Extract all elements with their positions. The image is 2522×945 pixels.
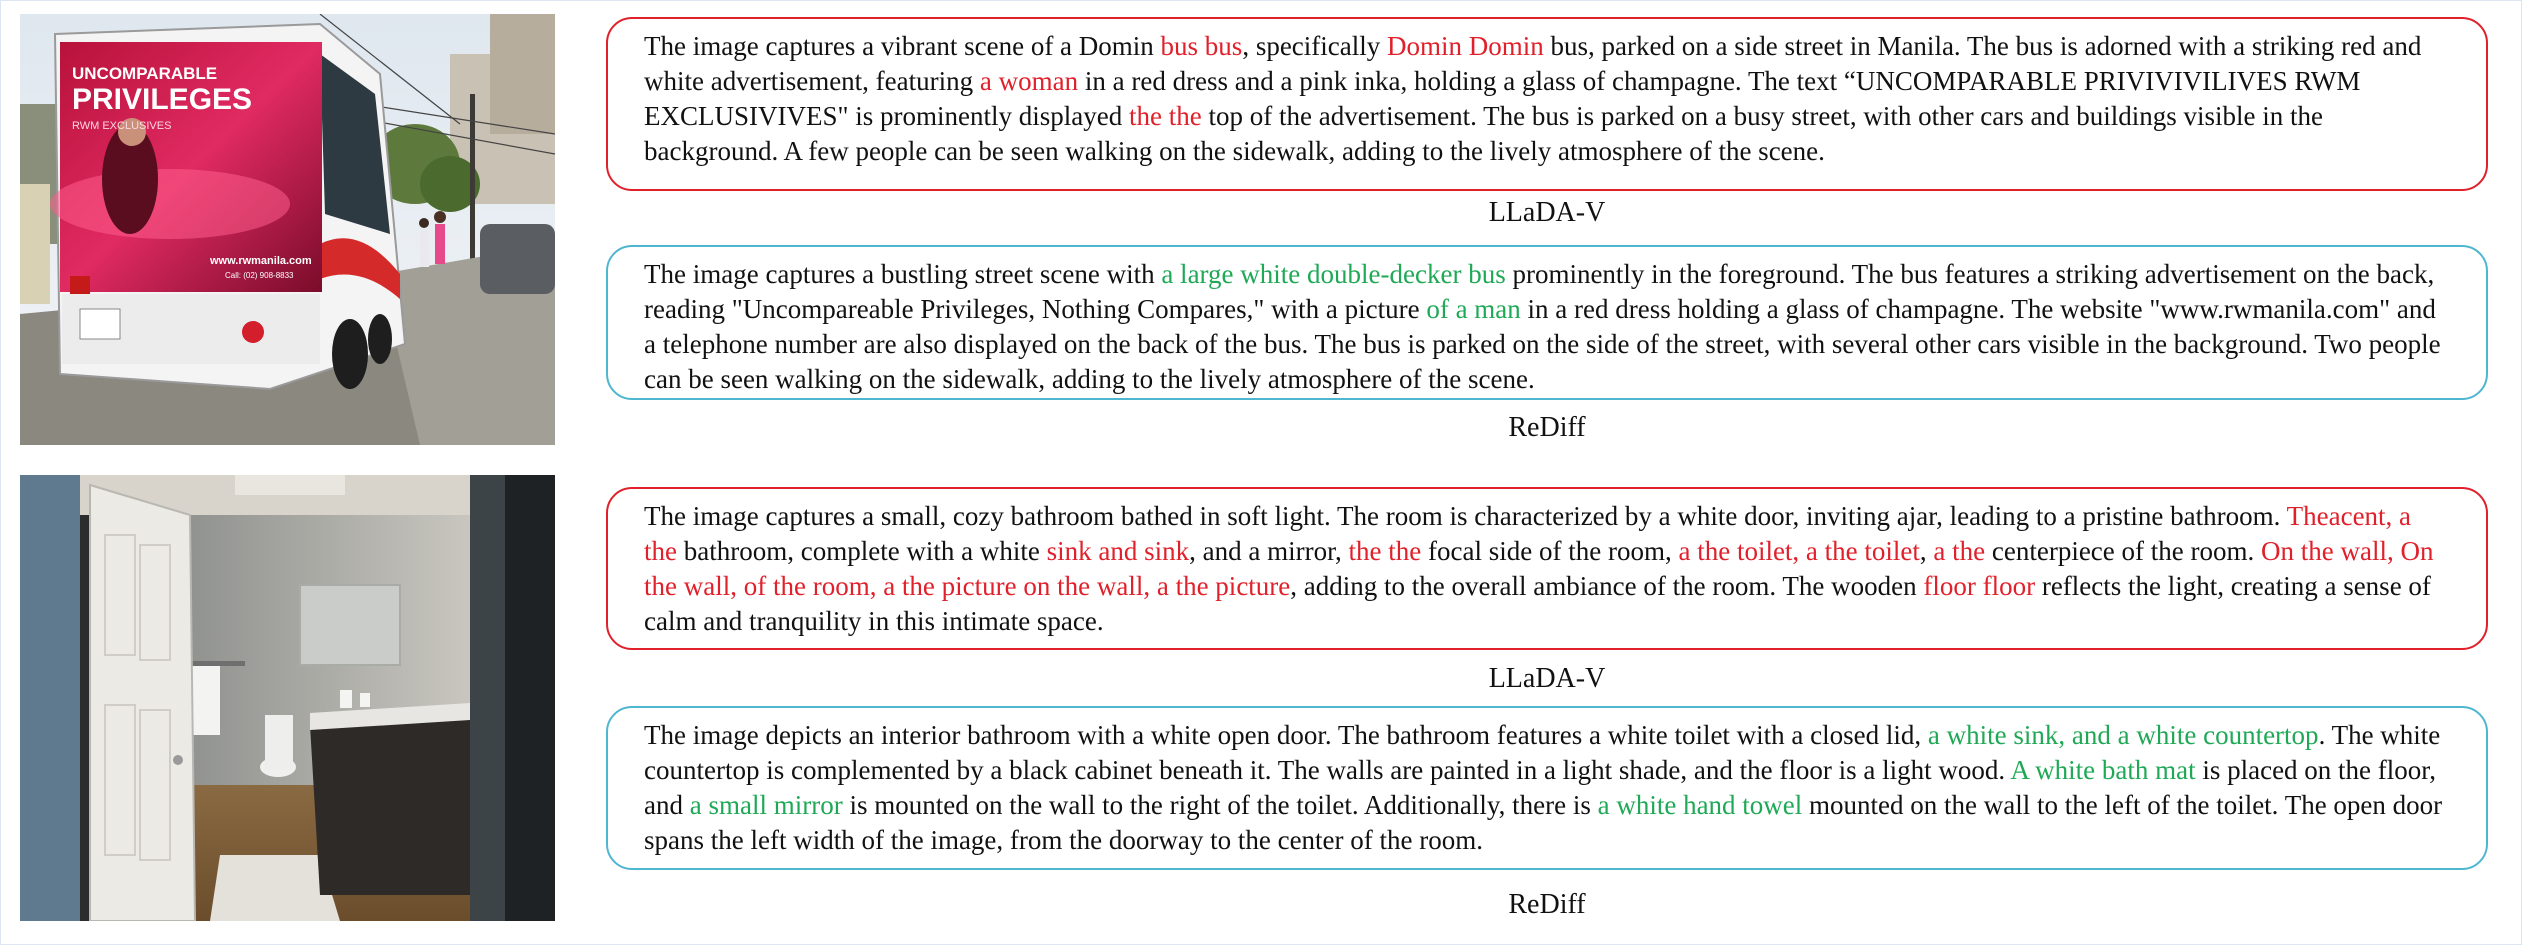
caption-text: The image captures a small, cozy bathroom bathed in soft light. The room is characterized by a white door, inviting ajar, leading to a pristine bathroom. bbox=[644, 501, 2287, 531]
bathroom-photo bbox=[20, 475, 555, 921]
caption-text: bus, parked on a side street in Manila. The bus is adorned with a striking red and white advertisement, featuring bbox=[644, 31, 2422, 96]
caption-box-bus-rediff bbox=[606, 245, 2488, 400]
correct-phrase: a white sink, and a white countertop bbox=[1927, 720, 2319, 750]
bus-ad-sub: RWM EXCLUSIVES bbox=[72, 120, 172, 132]
caption-text: in a red dress and a pink inka, holding a glass of champagne. The text “UNCOMPARABLE PRIVIVIVILIVES RWM EXCLUSIVIVES" is prominently displayed bbox=[644, 66, 2361, 131]
model-label-bus-lladav: LLaDA-V bbox=[1488, 197, 1606, 228]
correct-phrase: a small mirror bbox=[689, 790, 843, 820]
hallucinated-phrase: a woman bbox=[979, 66, 1079, 96]
hallucinated-phrase: a the toilet, a the toilet bbox=[1678, 536, 1920, 566]
hallucinated-phrase: a the bbox=[1933, 536, 1986, 566]
correct-phrase: a large white double-decker bus bbox=[1161, 259, 1506, 289]
caption-text: The image captures a vibrant scene of a Domin bbox=[644, 31, 1161, 61]
bus-ad-phone: Call: (02) 908-8833 bbox=[225, 271, 294, 280]
caption-text: , and a mirror, bbox=[1189, 536, 1349, 566]
hallucinated-phrase: Domin Domin bbox=[1387, 31, 1544, 61]
hallucinated-phrase: On the wall, On the wall, of the room, a the picture on the wall, a the picture bbox=[644, 536, 2434, 601]
caption-box-bath-lladav bbox=[606, 487, 2488, 650]
caption-box-bath-rediff bbox=[606, 706, 2488, 870]
model-label-bath-rediff: ReDiff bbox=[1508, 889, 1586, 920]
caption-text: top of the advertisement. The bus is parked on a busy street, with other cars and buildings visible in the background. A few people can be seen walking on the sidewalk, adding to the lively atmosphere of the scene. bbox=[644, 101, 2323, 166]
hallucinated-phrase: floor floor bbox=[1923, 571, 2036, 601]
caption-text: The image depicts an interior bathroom with a white open door. The bathroom features a white toilet with a closed lid, bbox=[644, 720, 1928, 750]
correct-phrase: of a man bbox=[1426, 294, 1521, 324]
caption-text: mounted on the wall to the left of the toilet. The open door spans the left width of the image, from the doorway to the center of the room. bbox=[644, 790, 2443, 855]
bus-ad-brand-line1: UNCOMPARABLE bbox=[72, 64, 218, 83]
caption-text: , bbox=[1919, 536, 1934, 566]
correct-phrase: a white hand towel bbox=[1597, 790, 1803, 820]
caption-text: bathroom, complete with a white bbox=[677, 536, 1047, 566]
model-label-bath-lladav: LLaDA-V bbox=[1488, 663, 1606, 694]
caption-text: The image captures a bustling street scene with bbox=[644, 259, 1162, 289]
hallucinated-phrase: the the bbox=[1129, 101, 1202, 131]
bus-photo bbox=[20, 14, 555, 445]
correct-phrase: A white bath mat bbox=[2010, 755, 2196, 785]
caption-text: is mounted on the wall to the right of the toilet. Additionally, there is bbox=[842, 790, 1598, 820]
bus-ad-website: www.rwmanila.com bbox=[210, 255, 312, 267]
bathroom-photo-illustration bbox=[20, 475, 555, 921]
caption-box-bus-lladav bbox=[606, 17, 2488, 191]
caption-text: is placed on the floor, and bbox=[644, 755, 2436, 820]
hallucinated-phrase: sink and sink bbox=[1046, 536, 1190, 566]
model-label-bus-rediff: ReDiff bbox=[1508, 412, 1586, 443]
caption-text: . The white countertop is complemented by a black cabinet beneath it. The walls are painted in a light shade, and the floor is a light wood. bbox=[644, 720, 2441, 785]
hallucinated-phrase: Theacent, a the bbox=[644, 501, 2412, 566]
hallucinated-phrase: the the bbox=[1348, 536, 1422, 566]
caption-text: prominently in the foreground. The bus features a striking advertisement on the back, reading "Uncompareable Privileges, Nothing Compares," with a picture bbox=[644, 259, 2435, 324]
caption-text: , specifically bbox=[1242, 31, 1388, 61]
caption-text: centerpiece of the room. bbox=[1985, 536, 2261, 566]
caption-text: , adding to the overall ambiance of the room. The wooden bbox=[1290, 571, 1924, 601]
bus-photo-illustration bbox=[20, 14, 555, 445]
hallucinated-phrase: bus bus bbox=[1160, 31, 1243, 61]
caption-text: focal side of the room, bbox=[1421, 536, 1679, 566]
caption-text: reflects the light, creating a sense of calm and tranquility in this intimate space. bbox=[644, 571, 2431, 636]
caption-text: in a red dress holding a glass of champagne. The website "www.rwmanila.com" and a telephone number are also displayed on the back of the bus. The bus is parked on the side of the street, with several other cars visible in the background. Two people can be seen walking on the sidewalk, adding to the lively atmosphere of the scene. bbox=[644, 294, 2441, 394]
bus-ad-brand-line2: PRIVILEGES bbox=[72, 83, 253, 116]
